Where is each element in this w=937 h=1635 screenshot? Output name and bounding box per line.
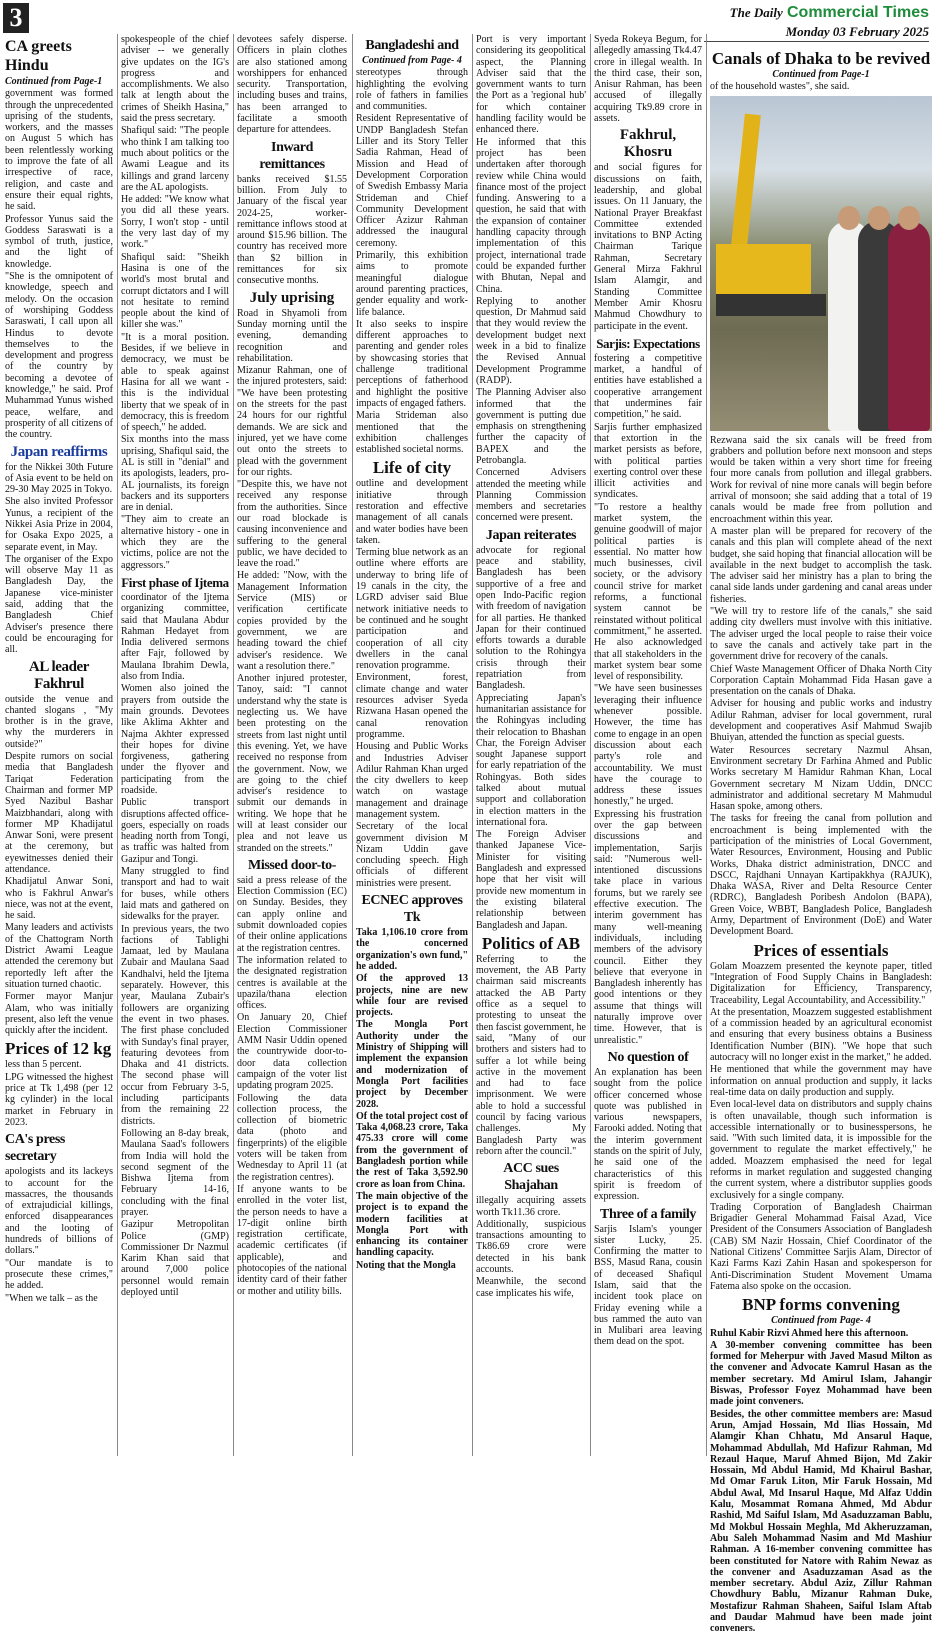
paragraph: Six months into the mass uprising, Shafiqul said, the AL is still in "denial" and its apologists, leaders, pro-AL journalists, its foreign backers and its supporters are in denial. <box>121 434 229 514</box>
article-body <box>594 1067 702 1203</box>
paragraph: said a press release of the Election Commission (EC) on Sunday. Besides, they can apply online and submit downloaded copies of their online applications at the registration centres. <box>237 874 347 954</box>
headline-sarjis-expectations: Sarjis: Expectations <box>596 335 700 351</box>
paragraph: The tasks for freeing the canal from pollution and encroachment is being implemented with the participation of the ministries of Local Government, Water Resources, Environment, Housing and Public Works, Dhaka district administration, DNCC and DSCC, Rajdhani Unnayan Kartipakkhya (RAJUK), Dhaka WASA, River and Delta Resource Center (RDRC), Bangladesh Poribesh Andolon (BAPA), Green Voice, WBBT, Bangladesh Police, Bangladesh Army, Department of Environment (DoE) and Water Development Board. <box>710 813 932 938</box>
paragraph: apologists and its lackeys to account for the massacres, the thousands of extrajudicial killings, enforced disappearances and the looting of hundreds of billions of dollars." <box>5 1166 113 1257</box>
paragraph: Gazipur Metropolitan Police (GMP) Commissioner Dr Nazmul Karim Khan said that around 7,000 police personnel would remain deployed until <box>121 1219 229 1299</box>
article-body <box>237 308 347 854</box>
paragraph: Following an 8-day break, Maulana Saad's followers from India will hold the second segment of the Bishwa Ijtema from February 14-16, concluding with the final prayer. <box>121 1127 229 1218</box>
headline-canals-of-dhaka: Canals of Dhaka to be revived <box>711 49 931 68</box>
paragraph: Golam Moazzem presented the keynote paper, titled "Integration of Food Supply Chains in Bangladesh: Digitalization for Efficiency, Transparency, Traceability, Legal Accountability, and Accessibility." <box>710 960 932 1006</box>
paragraph: Sarjis further emphasized that extortion in the market persists as before, with political parties exerting control over these illicit activities and syndicates. <box>594 421 702 501</box>
paragraph: spokespeople of the chief adviser -- we generally give updates on the IG's progress and accomplishments. We also talk at length about the crimes of Sheikh Hasina," said the press secretary. <box>121 34 229 125</box>
paragraph: An explanation has been sought from the police officer concerned whose quote was published in various newspapers, Farooki added. Noting that the interim government stands on the spirit of July, he said one of the characteristics of this spirit is freedom of expression. <box>594 1066 702 1203</box>
article-body <box>476 545 586 931</box>
paragraph: Of the approved 13 projects, nine are new while four are revised projects. <box>356 973 468 1019</box>
continued-note: Continued from Page- 4 <box>362 55 462 66</box>
paragraph: A master plan will be prepared for recovery of the canals and this plan will complete ahead of the next budget, she said hoping that financial allocation will be available in the next budget to accomplish the task. The adviser said her ministry has a plan to bring the canal side lands under gardening and canal areas under fisheries. <box>710 525 932 605</box>
column-rule <box>706 34 707 1456</box>
paragraph: He added: "Now, with the Management Information Service (MIS) or verification certificate copies provided by the government, we are heading toward the chief adviser's residence. We want a resolution there." <box>237 570 347 672</box>
paragraph: of the household wastes", she said. <box>710 81 850 93</box>
paragraph: Ruhul Kabir Rizvi Ahmed here this afternoon. <box>710 1327 909 1339</box>
paragraph: On January 20, Chief Election Commissioner AMM Nasir Uddin opened the countrywide door-to-door data collection campaign of the voter list updating program 2025. <box>237 1012 347 1092</box>
paragraph: Of the total project cost of Taka 4,068.23 crore, Taka 475.33 crore will come from the government of Bangladesh portion while the rest of Taka 3,592.90 crore as loan from China. <box>356 1110 468 1190</box>
paragraph: It also seeks to inspire different approaches to parenting and gender roles by showcasing stories that challenge traditional perceptions of fatherhood and highlight the positive impacts of engaged fathers. <box>356 318 468 409</box>
article-body <box>5 462 113 656</box>
paragraph: Another injured protester, Tanoy, said: "I cannot understand why the state is neglecting us. We have been protesting on the streets from last night until this evening. Yet, we have received no response from the government. Now, we are going to the chief adviser's residence to submit our demands in writing. We hope that he will at least consider our plea and not leave us stranded on the streets." <box>237 673 347 854</box>
paragraph: Shafiqul said: "Sheikh Hasina is one of the world's most brutal and corrupt dictators and I will not hesitate to remind people about the kind of killer she was." <box>121 251 229 331</box>
paragraph: The Mongla Port Authority under the Ministry of Shipping will implement the expansion and modernization of Mongla Port facilities project by December 2028. <box>356 1019 468 1110</box>
paragraph: Taka 1,106.10 crore from the concerned organization's own fund," he added. <box>356 927 468 972</box>
column-rule <box>233 34 234 1456</box>
paragraph: "We have seen businesses leveraging their influence whenever possible. However, the time has come to engage in an open discussion about each party's role and accountability. We must have the courage to address these issues honestly," he urged. <box>594 683 702 808</box>
paragraph: At the presentation, Moazzem suggested establishment of a commission headed by an agricultural economist and ensuring that every business obtains a Business Identification Number (BIN). "We hope that such autocracy will no longer exist in the market," he added. <box>710 1006 932 1064</box>
paragraph: "When we talk – as the <box>5 1292 98 1304</box>
paragraph: She also invited Professor Yunus, a recipient of the Nikkei Asia Prize in 2004, for Osaka Expo 2025, a separate event, in May. <box>5 496 113 553</box>
article-body <box>476 34 586 524</box>
paragraph: Road in Shyamoli from Sunday morning until the evening, demanding recognition and rehabilitation. <box>237 307 347 364</box>
masthead-daily: The Daily <box>729 5 783 20</box>
paragraph: advocate for regional peace and stability, Bangladesh has been supportive of a free and open Indo-Pacific region with freedom of navigation for all parties. He thanked Japan for their continued efforts towards a durable solution to the Rohingya crisis through their repatriation from Bangladesh. <box>476 544 586 692</box>
article-body <box>594 34 702 124</box>
paragraph: The Planning Adviser also informed that the government is putting due emphasis on strengthening further the capacity of BAPEX and the Petrobangla. <box>476 387 586 466</box>
article-body <box>121 592 229 1298</box>
paragraph: Shafiqul said: "The people who think I am talking too much about politics or the Awami League and its killings and grand larceny are the AL apologists. <box>121 125 229 193</box>
headline-acc-sues-shajahan: ACC sues Shajahan <box>503 1161 559 1194</box>
paragraph: He added: "We know what you did all these years. Sorry, I won't stop - until the very last day of my work." <box>121 194 229 251</box>
headline-japan-reiterates: Japan reiterates <box>485 527 577 543</box>
headline-bangladeshi-and: Bangladeshi and <box>365 38 459 53</box>
canal-site-photo <box>710 96 932 431</box>
headline-politics-of-ab: Politics of AB <box>481 933 581 953</box>
continued-note: Continued from Page- 4 <box>771 1315 871 1327</box>
headline-first-phase-ijtema: First phase of Ijtema <box>121 574 229 590</box>
headline-inward-remittances: Inward remittances <box>259 139 325 172</box>
paragraph: The organiser of the Expo will observe May 11 as Bangladesh Day, the Japanese vice-minister said, adding that the Bangladesh Chief Adviser's presence there could be encouraging for all. <box>5 553 113 656</box>
continued-note: Continued from Page-1 <box>5 76 103 87</box>
paragraph: Rezwana said the six canals will be freed from grabbers and pollution before next monsoon and steps would be taken within a very short time for freeing four more canals from pollution and illegal grabbers. Work for revival of nine more canals will begin before arrival of monsoon; she said adding that a total of 19 canals would be made free from pollution and encroachment within this year. <box>710 434 932 525</box>
paragraph: Mizanur Rahman, one of the injured protesters, said: "We have been protesting on the streets for the past 24 hours for our rightful demands. We are sick and injured, yet we have come out onto the streets to plead with the government for our rights. <box>237 365 347 478</box>
paragraph: for the Nikkei 30th Future of Asia event to be held on 29-30 May 2025 in Tokyo. <box>5 461 113 496</box>
paragraph: Resident Representative of UNDP Bangladesh Stefan Liller and its Story Teller Sadia Rahman, Head of Mission and Head of Development Corporation of Swedish Embassy Maria Strideman and Chief Community Development Officer Azizur Rahman addressed the inaugural ceremony. <box>356 113 468 249</box>
paragraph: illegally acquiring assets worth Tk11.36 crore. <box>476 1195 586 1218</box>
paragraph: Chief Waste Management Officer of Dhaka North City Corporation Captain Mohammad Fida Hasan gave a presentation on the canals of Dhaka. <box>710 663 932 698</box>
paragraph: Port is very important considering its geopolitical aspect, the Planning Adviser said that the government wants to turn the Port as a 'regional hub' for which container handling facility would be enhanced there. <box>476 34 586 136</box>
paragraph: Noting that the Mongla <box>356 1259 456 1271</box>
paragraph: He mentioned that while the government may have information on annual production and supply, it lacks real-time data on daily production and supply. <box>710 1064 932 1098</box>
paragraph: "To restore a healthy market system, the genuine goodwill of major political parties is essential. No matter how much businesses, civil society, or the advisory council strive for market reforms, a functional system cannot be reinstated without political commitment," he asserted. He also acknowledged that all stakeholders in the market system bear some level of responsibility. <box>594 501 702 683</box>
paragraph: "Our mandate is to prosecute these crimes," he added. <box>5 1257 113 1292</box>
article-body <box>476 1195 586 1299</box>
paragraph: "They aim to create an alternative history - one in which they are the victims, police are not the aggressors." <box>121 514 229 571</box>
paragraph: Khadijatul Anwar Soni, who is Fakhrul Anwar's niece, was not at the event, he said. <box>5 876 114 922</box>
paragraph: Women also joined the prayers from outside the main grounds. Devotees like Aklima Akhter and Najma Akhter expressed their hopes for divine forgiveness, gathering under the flyover and participating from the roadside. <box>121 683 229 796</box>
paragraph: Concerned Advisers attended the meeting while Planning Commission members and secretaries concerned were present. <box>476 467 586 524</box>
article-body <box>710 961 932 1293</box>
headline-ca-greets-hindu: CA greets Hindu <box>5 38 72 74</box>
paragraph: stereotypes through highlighting the evolving role of fathers in families and communities. <box>356 67 468 113</box>
headline-july-uprising: July uprising <box>249 289 335 306</box>
paragraph: banks received $1.55 billion. From July to January of the fiscal year 2024-25, worker-remittance inflows stood at around $15.96 billion. The country has received more than $2 billion in remittances for six consecutive months. <box>237 173 347 287</box>
paragraph: Environment, forest, climate change and water resources adviser Syeda Rizwana Hasan opened the canal renovation programme. <box>356 672 468 740</box>
continued-note: Continued from Page-1 <box>772 69 870 80</box>
page-number: 3 <box>3 3 29 33</box>
article-body <box>594 1224 702 1348</box>
masthead-date: Monday 03 February 2025 <box>704 23 929 42</box>
paragraph: outline and development initiative through restoration and effective management of all canals and water bodies have been taken. <box>356 478 468 546</box>
column-4 <box>356 34 468 1456</box>
paragraph: Primarily, this exhibition aims to promote meaningful dialogue around parenting practices, gender equality and work-life balance. <box>356 250 468 318</box>
paragraph: If anyone wants to be enrolled in the voter list, the person needs to have a 17-digit online birth registration certificate, academic certificates (if applicable), and photocopies of the national identity card of their father or mother and utility bills. <box>237 1183 347 1297</box>
article-body <box>237 875 347 1297</box>
paragraph: "It is a moral position. Besides, if we believe in democracy, we must be able to speak against Hasina for all we want - this is the individual liberty that we speak of in democracy, this is freedom of speech," he added. <box>121 331 229 434</box>
paragraph: Syeda Rokeya Begum, for allegedly amassing Tk4.47 crore in illegal wealth. In the third case, their son, Anisur Rahman, has been accused of illegally acquiring Tk9.89 crore in assets. <box>594 34 702 125</box>
paragraph: "Despite this, we have not received any response from the authorities. Since our road blockade is causing inconvenience and suffering to the general public, we have decided to leave the road." <box>237 479 347 570</box>
headline-bnp-forms-convening: BNP forms convening <box>742 1295 900 1315</box>
column-rule <box>352 34 353 1456</box>
article-body <box>594 162 702 331</box>
column-5 <box>476 34 586 1456</box>
paragraph: outside the venue and chanted slogans , "My brother is in the grave, why the murderers in outside?" <box>5 693 113 750</box>
paragraph: Professor Yunus said the Goddess Saraswati is a symbol of truth, justice, and the light of knowledge. <box>5 213 113 270</box>
article-body <box>121 34 229 571</box>
column-2 <box>121 34 229 1456</box>
paragraph: The Foreign Adviser thanked Japanese Vice-Minister for visiting Bangladesh and expressed hope that her visit will provide new momentum in the existing bilateral relationship between Bangladesh and Japan. <box>476 829 586 931</box>
article-body <box>356 478 468 889</box>
article-body <box>237 174 347 287</box>
article-body <box>710 81 932 937</box>
paragraph: Referring to the movement, the AB Party chairman said miscreants attacked the AB Party office as a sequel to protesting to unseat the then fascist government, he said, "Many of our brothers and sisters had to suffer a lot while being active in the movement and had to face imprisonment. We were able to hold a successful council by facing various challenges. My Bangladesh Party was reborn after the council." <box>476 953 586 1157</box>
paragraph: A 30-member convening committee has been formed for Meherpur with Javed Masud Milton as the convener and Advocate Kamrul Hasan as the member secretary. Md Amirul Islam, Jahangir Biswas, Professor Foyez Mohammad have been made joint conveners. <box>710 1339 932 1408</box>
paragraph: coordinator of the Ijtema organizing committee, said that Maulana Abdur Rahman Hedayet from India delivered sermons after Fajr, followed by Maulana Ibrahim Dewla, also from India. <box>121 591 229 683</box>
article-body <box>5 1059 113 1128</box>
column-1 <box>5 34 113 1456</box>
paragraph: Secretary of the local government division M Nizam Uddin gave concluding speech. High officials of different ministries were present. <box>356 821 468 889</box>
paragraph: Appreciating Japan's humanitarian assistance for the Rohingyas including their relocation to Bhashan Char, the Foreign Adviser sought Japanese support for early repatriation of the Rohingyas. Both sides talked about mutual support and collaboration in election matters in the international fora. <box>476 692 586 828</box>
paragraph: devotees safely disperse. Officers in plain clothes are also stationed among worshippers for enhanced security. Transportation, including buses and trains, has been arranged to facilitate a smooth departure for attendees. <box>237 34 347 136</box>
paragraph: The information related to the designated registration centres is available at the upazila/thana election offices. <box>237 954 347 1012</box>
paragraph: Additionally, suspicious transactions amounting to Tk86.69 crore were detected in his bank accounts. <box>476 1218 586 1275</box>
paragraph: Maria Strideman also mentioned that the exhibition challenges established societal norms. <box>356 410 468 456</box>
paragraph: Sarjis Islam's younger sister Lucky, 25. Confirming the matter to BSS, Masud Rana, cousin of deceased Shafiqul Islam, said that the incident took place on Friday evening while a bus rammed the auto van in Mulibari area leaving them dead on the spot. <box>594 1223 702 1348</box>
paragraph: Housing and Public Works and Industries Adviser Adilur Rahman Khan urged the city dwellers to keep watch on wastage management and drainage management system. <box>356 741 468 820</box>
paragraph: Following the data collection process, the collection of biometric data (photo and fingerprints) of the eligible voters will be taken from Wednesday to April 11 (at the registration centres). <box>237 1092 347 1183</box>
article-body <box>5 694 113 1037</box>
paragraph: He informed that this project has been undertaken after thorough review while China would finance most of the project funding. Answering to a question, he said that with the expansion of container handling capacity through implementation of this project, international trade could be expanded further with Bhutan, Nepal and China. <box>476 136 586 295</box>
paragraph: fostering a competitive market, a handful of entities have established a cooperative arrangement that undermines fair competition," he said. <box>594 352 702 421</box>
paragraph: less than 5 percent. <box>5 1059 82 1071</box>
paragraph: Terming blue network as an outline where efforts are underway to bring life of 19 canals in the city, the LGRD adviser said Blue network initiative needs to be continued and he sought participation and cooperation of all city dwellers in the canal renovation programme. <box>356 547 468 672</box>
paragraph: The main objective of the project is to expand the modern facilities at Mongla Port with enhancing its container handling capacity. <box>356 1190 468 1259</box>
article-body <box>476 954 586 1157</box>
paragraph: "She is the omnipotent of knowledge, speech and melody. On the occasion of worshiping Goddess Saraswati, I call upon all Hindus to devote themselves to the development and progress of the country by becoming a devotee of knowledge," he said. Prof Muhammad Yunus wished peace, welfare, and prosperity of all citizens of the country. <box>5 271 113 441</box>
article-body <box>5 1166 113 1304</box>
article-body <box>710 1328 932 1635</box>
paragraph: LPG witnessed the highest price at Tk 1,498 (per 12 kg cylinder) in the local market in February in 2023. <box>5 1071 113 1128</box>
paragraph: government was formed through the unprecedented uprising of the students, workers, and the masses on August 5 which has been relentlessly working to improve the fate of all irrespective of race, religion, and caste and ensure their equal rights, he said. <box>5 88 113 213</box>
paragraph: In previous years, the two factions of Tablighi Jamaat, led by Maulana Zubair and Maulana Saad Kandhalvi, held the Ijtema separately. However, this year, Maulana Zubair's followers are organizing the event in two phases. The first phase concluded with Sunday's final prayer, featuring devotees from Dhaka and 41 districts. The second phase will occur from February 3-5, including participants from the remaining 22 districts. <box>121 923 229 1127</box>
headline-three-of-a-family: Three of a family <box>600 1206 696 1222</box>
headline-fakhrul-khosru: Fakhrul, Khosru <box>619 127 677 161</box>
column-7 <box>710 46 932 1635</box>
paragraph: Many struggled to find transport and had to wait for buses, while others laid mats and gathered on sidewalks for the prayer. <box>121 866 229 923</box>
article-body <box>356 67 468 455</box>
column-3 <box>237 34 347 1456</box>
paragraph: Besides, the other committee members are: Masud Arun, Amjad Hossain, Md Ilias Hossain, Md Alamgir Khan Chhatu, Md Ansarul Haque, Mohammad Abdullah, Md Hafizur Rahman, Md Rezaul Haque, Maruf Ahmed Bijon, Md Zakir Hossain, Md Abdul Hamid, Md Khairul Bashar, Md Omar Faruk Liton, Mir Faruk Hossain, Md Abdul Awal, Md Insarul Haque, Md Alfaz Uddin Kalu, Mosammat Romana Ahmed, Md Abdur Rashid, Md Saiful Islam, Md Asaduzzaman Bablu, Md Mokbul Hossain Meghla, Md Akheruzzaman, Abu Saleh Mohammad Nasim and Md Mashiur Rahman. A 16-member convening committee has been constituted for Natore with Rahim Newaz as the convener and Asaduzzaman Asad as the member secretary. Abdul Aziz, Zillur Rahman Chowdhury Bablu, Mizanur Rahman Duke, Mostafizur Rahman Shaheen, Saiful Islam Aftab and Daudar Mahmud have been made joint conveners. <box>710 1408 932 1635</box>
masthead <box>704 2 929 42</box>
paragraph: Meanwhile, the second case implicates his wife, <box>476 1276 586 1299</box>
paragraph: Replying to another question, Dr Mahmud said that they would review the development budget next week in a bid to finalize the Revised Annual Development Programme (RADP). <box>476 295 586 386</box>
headline-prices-of-essentials: Prices of essentials <box>753 940 889 960</box>
article-body <box>5 88 113 440</box>
column-rule <box>590 34 591 1456</box>
column-rule <box>117 34 118 1456</box>
column-6 <box>594 34 702 1456</box>
article-body <box>237 34 347 136</box>
headline-japan-reaffirms: Japan reaffirms <box>10 443 108 460</box>
headline-missed-door-to-door: Missed door-to- <box>248 857 336 873</box>
excavator-shape <box>716 114 836 284</box>
article-body <box>594 353 702 1046</box>
column-rule <box>472 34 473 1456</box>
masthead-name: Commercial Times <box>787 4 929 21</box>
article-body <box>356 927 468 1271</box>
headline-no-question-of: No question of <box>607 1049 689 1065</box>
paragraph: and social figures for discussions on faith, leadership, and global issues. On 11 January, the National Prayer Breakfast Committee extended invitations to BNP Acting Chairman Tarique Rahman, Secretary General Mirza Fakhrul Islam Alamgir, and Standing Committee Member Amir Khosru Mahmud Chowdhury to participate in the event. <box>594 162 702 332</box>
paragraph: Trading Corporation of Bangladesh Chairman Brigadier General Mohammad Faisal Azad, Vice President of the Consumers Association of Bangladesh (CAB) SM Nazir Hossain, Chief Coordinator of the National Citizens' Committee Sarjis Alam, Director of Kazi Farms Kazi Zahin Hasan and spokesperson for Anti-Discrimination Student Movement Umama Fatema also spoke on the occasion. <box>710 1201 932 1292</box>
headline-ecnec-approves: ECNEC approves Tk <box>361 893 463 926</box>
paragraph: "We will try to restore life of the canals," she said adding city dwellers must involve with this initiative. The adviser urged the local people to raise their voice to save the canals and actively take part in the government drive for recovery of the canals. <box>710 606 932 663</box>
paragraph: Former mayor Manjur Alam, who was initially present, also left the venue quickly after the incident. <box>5 991 113 1037</box>
paragraph: Expressing his frustration over the gap between discussions and implementation, Sarjis said: "Numerous well-intentioned discussions take place in various forums, but we rarely see effective execution. The interim government has many well-meaning individuals, including members of the advisory council. Either they believe that everyone in Bangladesh inherently has good intentions or they assume that things will naturally improve over time. However, that is unrealistic." <box>594 808 702 1046</box>
headline-prices-12kg: Prices of 12 kg <box>5 1039 112 1059</box>
headline-ca-press-secretary: CA's press secretary <box>5 1132 65 1165</box>
headline-al-leader-fakhrul: AL leader Fakhrul <box>28 658 90 692</box>
paragraph: Public transport disruptions affected office-goers, especially on roads heading north from Tongi, as traffic was halted from Gazipur and Tongi. <box>121 797 229 865</box>
paragraph: Many leaders and activists of the Chattogram North District Awami League attended the ceremony but reportedly left after the situation turned chaotic. <box>5 922 113 990</box>
paragraph: Water Resources secretary Nazmul Ahsan, Environment secretary Dr Farhina Ahmed and Public Works secretary M Hamidur Rahman Khan, Local Government secretary M Nizam Uddin, DNCC administrator and additional secretary M Mahmudul Hasan spoke, among others. <box>710 744 932 813</box>
headline-life-of-city: Life of city <box>372 458 452 478</box>
paragraph: Even local-level data on distributors and supply chains is often unavailable, though such information is accessible internationally or to businesspersons, he said. "With such limited data, it is impossible for the government to regulate the market effectively," he added. Moazzem emphasised the need for legal reforms in market regulation and suggested changing the current system, where a distributor supplies goods exclusively for a single company. <box>710 1099 932 1201</box>
paragraph: Despite rumors on social media that Bangladesh Tariqat Federation Chairman and former MP Syed Nazibul Bashar Maizbhandari, along with former MP Khadijatul Anwar Soni, were present at the ceremony, but eyewitnesses denied their attendance. <box>5 751 113 875</box>
paragraph: Adviser for housing and public works and industry Adilur Rahman, adviser for local government, rural development and cooperatives Asif Mahmud Swajib Bhuiyan, attended the function as special guests. <box>710 698 932 744</box>
